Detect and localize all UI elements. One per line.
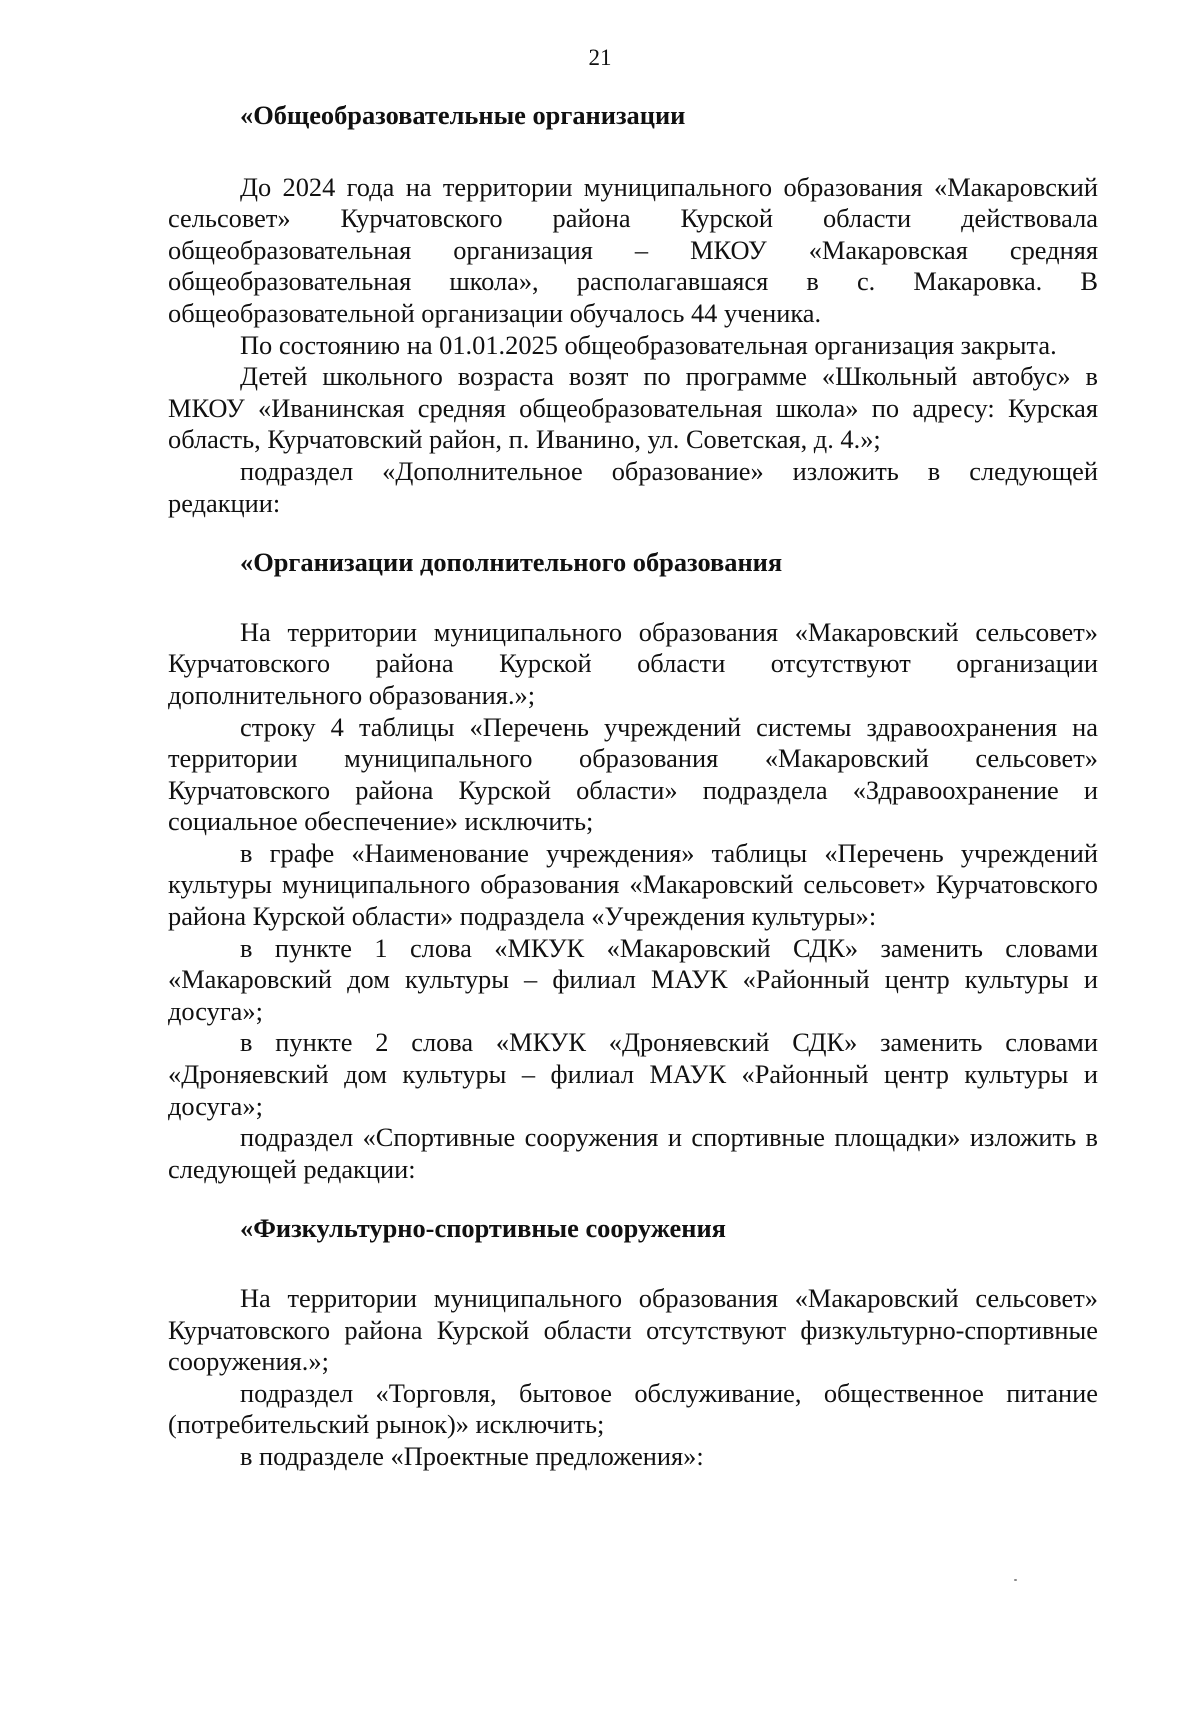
heading-sport-facilities: «Физкультурно-спортивные сооружения <box>240 1213 726 1244</box>
spacer <box>168 132 1098 172</box>
paragraph: подраздел «Дополнительное образование» изложить в следующей редакции: <box>168 455 1098 518</box>
paragraph: На территории муниципального образования «Макаровский сельсовет» Курчатовского района Курской области отсутствуют организации дополнительного образования.»; <box>168 616 1098 710</box>
spacer <box>168 579 1098 617</box>
page-number: 21 <box>588 45 612 70</box>
heading-general-education: «Общеобразовательные организации <box>240 100 686 130</box>
paragraph: подраздел «Спортивные сооружения и спортивные площадки» изложить в следующей редакции: <box>168 1122 1098 1184</box>
spacer <box>168 1185 1098 1213</box>
paragraph: По состоянию на 01.01.2025 общеобразовательная организация закрыта. <box>240 329 1057 360</box>
paragraph: в графе «Наименование учреждения» таблицы «Перечень учреждений культуры муниципального образования «Макаровский сельсовет» Курчатовского района Курской области» подраздела «Учреждения культуры»: <box>168 837 1098 932</box>
paragraph: До 2024 года на территории муниципального образования «Макаровский сельсовет» Курчатовского района Курской области действовала общеобразовательная организация – МКОУ «Макаровская средняя общеобразовательная школа», располагавшаяся в с. Макаровка. В общеобразовательной организации обучалось 44 ученика. <box>168 171 1098 328</box>
paragraph: На территории муниципального образования «Макаровский сельсовет» Курчатовского района Курской области отсутствуют физкультурно-спортивные сооружения.»; <box>168 1283 1098 1377</box>
paragraph: в пункте 2 слова «МКУК «Дроняевский СДК» заменить словами «Дроняевский дом культуры – филиал МАУК «Районный центр культуры и досуга»; <box>168 1027 1098 1121</box>
heading-additional-education: «Организации дополнительного образования <box>240 547 783 578</box>
paragraph: Детей школьного возраста возят по программе «Школьный автобус» в МКОУ «Иванинская средняя общеобразовательная школа» по адресу: Курская область, Курчатовский район, п. Иванино, ул. Советская, д. 4.»; <box>168 361 1098 455</box>
scan-speck <box>1014 1579 1017 1581</box>
spacer <box>168 519 1098 547</box>
spacer <box>168 1245 1098 1283</box>
paragraph: строку 4 таблицы «Перечень учреждений системы здравоохранения на территории муниципального образования «Макаровский сельсовет» Курчатовского района Курской области» подраздела «Здравоохранение и социальное обеспечение» исключить; <box>168 711 1098 837</box>
paragraph: подраздел «Торговля, бытовое обслуживание, общественное питание (потребительский рынок)» исключить; <box>168 1377 1098 1440</box>
paragraph: в подразделе «Проектные предложения»: <box>240 1440 704 1471</box>
document-body <box>168 100 1098 1473</box>
paragraph: в пункте 1 слова «МКУК «Макаровский СДК» заменить словами «Макаровский дом культуры – филиал МАУК «Районный центр культуры и досуга»; <box>168 932 1098 1026</box>
